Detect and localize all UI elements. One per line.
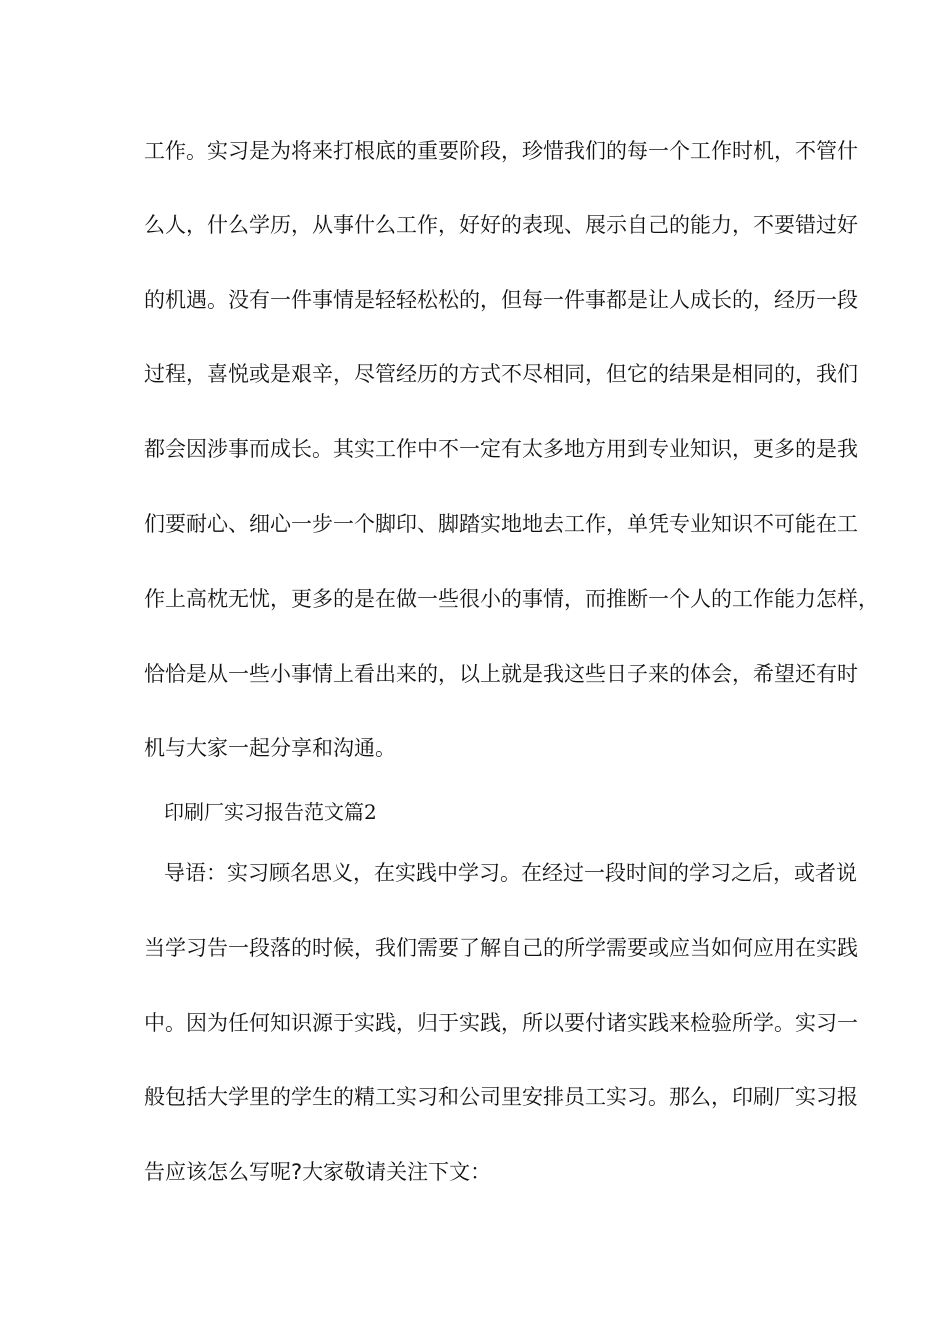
body-text-line: 机与大家一起分享和沟通。 bbox=[144, 736, 396, 760]
body-text-line: 都会因涉事而成长。其实工作中不一定有太多地方用到专业知识，更多的是我 bbox=[144, 437, 858, 461]
intro-text-line: 告应该怎么写呢?大家敬请关注下文： bbox=[144, 1160, 492, 1184]
body-text-line: 过程，喜悦或是艰辛，尽管经历的方式不尽相同，但它的结果是相同的，我们 bbox=[144, 362, 858, 386]
body-text-line: 工作。实习是为将来打根底的重要阶段，珍惜我们的每一个工作时机，不管什 bbox=[144, 139, 858, 163]
body-text-line: 作上高枕无忧，更多的是在做一些很小的事情，而推断一个人的工作能力怎样， bbox=[144, 587, 879, 611]
section-title: 印刷厂实习报告范文篇2 bbox=[164, 800, 377, 824]
body-text-line: 么人，什么学历，从事什么工作，好好的表现、展示自己的能力，不要错过好 bbox=[144, 213, 858, 237]
body-text-line: 恰恰是从一些小事情上看出来的，以上就是我这些日子来的体会，希望还有时 bbox=[144, 662, 858, 686]
intro-text-line: 当学习告一段落的时候，我们需要了解自己的所学需要或应当如何应用在实践 bbox=[144, 936, 858, 960]
body-text-line: 们要耐心、细心一步一个脚印、脚踏实地地去工作，单凭专业知识不可能在工 bbox=[144, 512, 858, 536]
intro-text-line: 般包括大学里的学生的精工实习和公司里安排员工实习。那么，印刷厂实习报 bbox=[144, 1085, 858, 1109]
body-text-line: 的机遇。没有一件事情是轻轻松松的，但每一件事都是让人成长的，经历一段 bbox=[144, 288, 858, 312]
intro-text-line: 中。因为任何知识源于实践，归于实践，所以要付诸实践来检验所学。实习一 bbox=[144, 1011, 858, 1035]
intro-text-line: 导语：实习顾名思义，在实践中学习。在经过一段时间的学习之后，或者说 bbox=[164, 861, 857, 885]
